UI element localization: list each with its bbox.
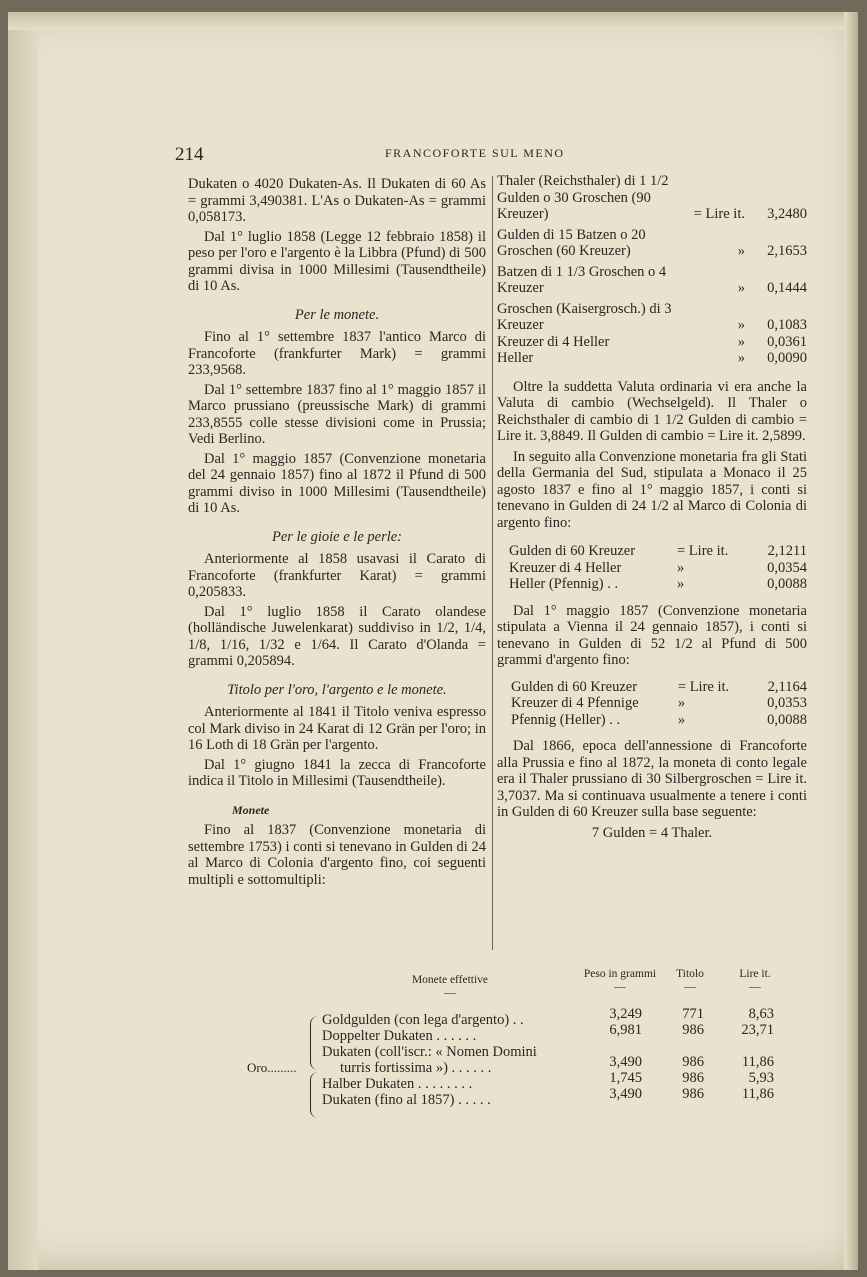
page-number: 214 xyxy=(175,144,204,165)
rate-row: Gulden di 15 Batzen o 20 Groschen (60 Kreuzer) » 2,1653 xyxy=(497,226,807,259)
page-header xyxy=(175,144,815,168)
left-column xyxy=(188,176,486,888)
header-monete: Monete effettive — xyxy=(411,974,489,999)
cell-titolo: 986 xyxy=(682,1054,704,1070)
paragraph: Dal 1° luglio 1858 il Carato olandese (holländische Juwelenkarat) suddiviso in 1/2, 1/4, 1/8, 1/16, 1/32 e 1/64. Il Carato d'Olanda = grammi 0,205894. xyxy=(188,603,486,669)
cell-peso: 3,490 xyxy=(609,1054,642,1070)
cell-titolo: 771 xyxy=(682,1006,704,1022)
paragraph: Anteriormente al 1841 il Titolo veniva espresso col Mark diviso in 24 Karat di 12 Grän per l'oro; in 16 Loth di 18 Grän per l'argento. xyxy=(188,704,486,753)
rate-row: Heller (Pfennig) . . » 0,0088 xyxy=(509,576,807,592)
cell-peso: 3,490 xyxy=(609,1086,642,1102)
table-row-name: Doppelter Dukaten . . . . . . xyxy=(322,1028,477,1044)
rates-list-2 xyxy=(509,543,807,593)
cell-titolo: 986 xyxy=(682,1022,704,1038)
paragraph: Dal 1° maggio 1857 (Convenzione monetaria stipulata a Vienna il 24 gennaio 1857), i conti si tenevano in Gulden di 52 1/2 al Pfund di 500 grammi d'argento fino: xyxy=(497,602,807,668)
rate-row: Kreuzer di 4 Heller » 0,0354 xyxy=(509,559,807,576)
table-row-name: turris fortissima ») . . . . . . xyxy=(340,1060,492,1076)
paragraph: Dukaten o 4020 Dukaten-As. Il Dukaten di 60 As = grammi 3,490381. L'As o Dukaten-As = grammi 0,058173. xyxy=(188,176,486,225)
cell-peso: 3,249 xyxy=(609,1006,642,1022)
cell-peso: 6,981 xyxy=(609,1022,642,1038)
table-row-name: Dukaten (fino al 1857) . . . . . xyxy=(322,1092,491,1108)
header-peso: Peso in grammi — xyxy=(583,968,657,993)
paragraph: Dal 1° giugno 1841 la zecca di Francoforte indica il Titolo in Millesimi (Tausendtheile). xyxy=(188,756,486,789)
rate-row: Gulden di 60 Kreuzer = Lire it. 2,1211 xyxy=(509,543,807,559)
brace xyxy=(310,1072,319,1118)
header-lire: Lire it. — xyxy=(739,968,771,993)
cell-titolo: 986 xyxy=(682,1070,704,1086)
section-heading: Per le monete. xyxy=(294,306,380,323)
rate-row: Pfennig (Heller) . . » 0,0088 xyxy=(511,711,807,728)
brace xyxy=(310,1016,319,1070)
header-titolo: Titolo — xyxy=(676,968,704,993)
rate-row: Thaler (Reichsthaler) di 1 1/2 Gulden o 30 Groschen (90 Kreuzer) = Lire it. 3,2480 xyxy=(497,173,807,222)
rate-row: Groschen (Kaisergrosch.) di 3 Kreuzer » 0,1083 xyxy=(497,300,807,333)
section-heading: Monete xyxy=(232,802,270,817)
table-row-name: Halber Dukaten . . . . . . . . xyxy=(322,1076,473,1092)
rate-row: Kreuzer di 4 Heller » 0,0361 xyxy=(497,333,807,350)
right-column xyxy=(497,173,807,841)
paragraph: Dal 1866, epoca dell'annessione di Francoforte alla Prussia e fino al 1872, la moneta di conto legale era il Thaler prussiano di 30 Silbergroschen = Lire it. 3,7037. Ma si continuava usualmente a tenere i conti in Gulden di 60 Kreuzer sulla base seguente: xyxy=(497,738,807,820)
paragraph: In seguito alla Convenzione monetaria fra gli Stati della Germania del Sud, stipulata a Monaco il 25 agosto 1837 e fino al 1° maggio 1857, i conti si tenevano in Gulden di 24 1/2 al Marco di Colonia di argento fino: xyxy=(497,448,807,531)
paragraph: Anteriormente al 1858 usavasi il Carato di Francoforte (frankfurter Karat) = grammi 0,205833. xyxy=(188,551,486,600)
rate-row: Kreuzer di 4 Pfennige » 0,0353 xyxy=(511,695,807,711)
page-edge-left xyxy=(8,12,38,1270)
paragraph: Fino al 1837 (Convenzione monetaria di settembre 1753) i conti si tenevano in Gulden di 24 al Marco di Colonia d'argento fino, coi seguenti multipli e sottomultipli: xyxy=(188,822,486,888)
rates-list-1 xyxy=(497,173,807,367)
rate-row: Gulden di 60 Kreuzer = Lire it. 2,1164 xyxy=(511,678,807,695)
paragraph: Oltre la suddetta Valuta ordinaria vi era anche la Valuta di cambio (Wechselgeld). Il Thaler o Reichsthaler di cambio di 1 1/2 Gulden di cambio = Lire it. 3,8849. Il Gulden di cambio = Lire it. 2,5899. xyxy=(497,378,807,444)
section-heading: Per le gioie e le perle: xyxy=(271,528,403,545)
cell-lire: 11,86 xyxy=(741,1086,774,1102)
paragraph: Dal 1° luglio 1858 (Legge 12 febbraio 1858) il peso per l'oro e l'argento è la Libbra (Pfund) di 500 grammi divisa in 1000 Millesimi (Tausendtheile) di 10 As. xyxy=(188,228,486,294)
paragraph: Dal 1° settembre 1837 fino al 1° maggio 1857 il Marco prussiano (preussische Mark) di grammi 233,8555 colle stesse divisioni come in Prussia; Vedi Berlino. xyxy=(188,381,486,447)
page-edge-right xyxy=(844,12,858,1270)
cell-peso: 1,745 xyxy=(609,1070,642,1086)
paragraph: Fino al 1° settembre 1837 l'antico Marco di Francoforte (frankfurter Mark) = grammi 233,9568. xyxy=(188,329,486,378)
equation: 7 Gulden = 4 Thaler. xyxy=(591,824,713,841)
group-label: Oro......... xyxy=(247,1060,297,1075)
cell-lire: 5,93 xyxy=(748,1070,774,1086)
table-row-name: Dukaten (coll'iscr.: « Nomen Domini xyxy=(322,1044,537,1060)
cell-titolo: 986 xyxy=(682,1086,704,1102)
cell-lire: 11,86 xyxy=(741,1054,774,1070)
table-row-name: Goldgulden (con lega d'argento) . . xyxy=(322,1012,524,1028)
rates-list-3 xyxy=(511,679,807,729)
page-edge-top xyxy=(8,12,858,30)
rate-row: Batzen di 1 1/3 Groschen o 4 Kreuzer » 0,1444 xyxy=(497,263,807,296)
cell-lire: 8,63 xyxy=(748,1006,774,1022)
paragraph: Dal 1° maggio 1857 (Convenzione monetaria del 24 gennaio 1857) fino al 1872 il Pfund di 500 grammi diviso in 1000 Millesimi (Tausendtheile) di 10 As. xyxy=(188,450,486,516)
section-heading: Titolo per l'oro, l'argento e le monete. xyxy=(227,681,447,698)
column-divider xyxy=(492,176,493,950)
cell-lire: 23,71 xyxy=(741,1022,774,1038)
running-title: FRANCOFORTE SUL MENO xyxy=(385,146,565,160)
rate-row: Heller » 0,0090 xyxy=(497,350,807,366)
